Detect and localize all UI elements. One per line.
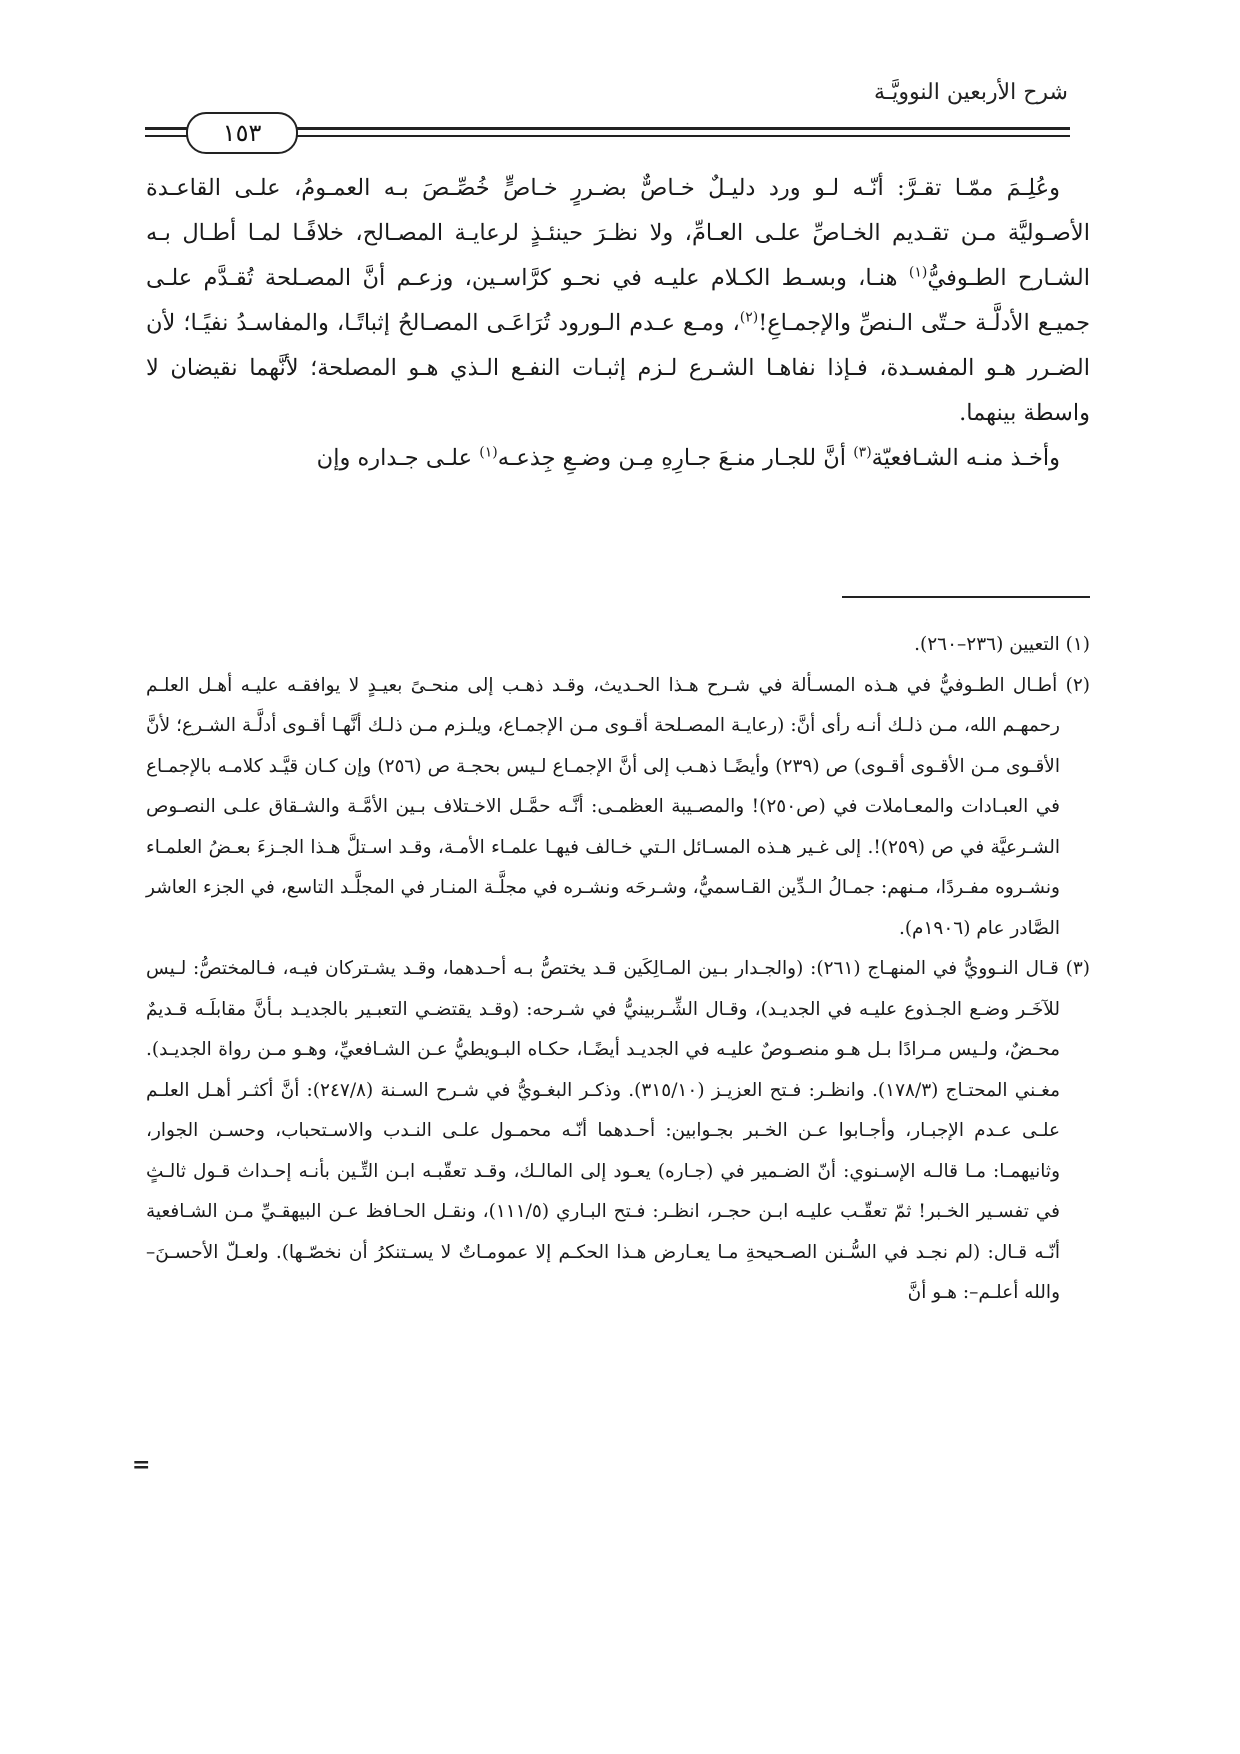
main-text: [146, 166, 1090, 481]
footnote-2: (٢) أطـال الطـوفيُّ في هـذه المسـألة في شـرح هـذا الحـديث، وقـد ذهـب إلى منحـىً بعيـدٍ لا يوافقـه عليـه أهـل العلـم رحمهـم الله، مـن ذلـك أنـه رأى أنَّ: (رعايـة المصـلحة أقـوى مـن الإجمـاع، ويلـزم مـن ذلـك أنَّهـا أقـوى أدلَّـة الشـرع؛ لأنَّ الأقـوى مـن الأقـوى أقـوى) ص (٢٣٩) وأيضًـا ذهـب إلى أنَّ الإجمـاع لـيس بحجـة ص (٢٥٦) وإن كـان قيَّـد كلامـه بالإجمـاع في العبـادات والمعـاملات في (ص٢٥٠)! والمصـيبة العظمـى: أنَّـه حمَّـل الاخـتلاف بـين الأمَّـة والشـقاق علـى النصـوص الشـرعيَّة في ص (٢٥٩)!. إلى غـير هـذه المسـائل الـتي خـالف فيهـا علمـاء الأمـة، وقـد اسـتلَّ هـذا الجـزءَ بعـضُ العلمـاء ونشـروه مفـردًا، مـنهم: جمـالُ الـدِّين القـاسميُّ، وشـرحَه ونشـره في مجلَّـة المنـار في المجلَّـد التاسع، في الجزء العاشر الصَّادر عام (١٩٠٦م).: [146, 674, 1090, 939]
paragraph-1-text-b: هنـا، وبسـط الكـلام عليـه في نحـو كرَّاسـين، وزعـم أنَّ المصـلحة تُقـدَّم علـى جميـع الأدلَّـة حـتّى الـنصِّ والإجمـاعِ!: [146, 265, 1090, 336]
paragraph-2-text-a: وأخـذ منـه الشـافعيّة: [871, 445, 1060, 471]
footnote-ref-1[interactable]: (١): [908, 264, 928, 281]
footnotes-section: [146, 625, 1090, 1314]
footnote-ref-1b[interactable]: (١): [479, 444, 498, 461]
page-number: ١٥٣: [186, 112, 298, 154]
footnote-ref-2[interactable]: (٢): [739, 309, 759, 326]
paragraph-2-text-b: أنَّ للجـار منـعَ جـارِهِ مِـن وضـعِ جِذعـه: [497, 445, 854, 471]
paragraph-2: [146, 436, 1090, 481]
footnote-ref-3[interactable]: (٣): [853, 444, 872, 461]
paragraph-2-text-c: علـى جـداره وإن: [316, 445, 480, 471]
footnote-1: (١) التعيين (٢٣٦–٢٦٠).: [914, 634, 1090, 655]
footnote-3: (٣) قـال النـوويُّ في المنهـاج (٢٦١): (والجـدار بـين المـالِكَين قـد يختصُّ بـه أحـدهما، وقـد يشـتركان فيـه، فـالمختصُّ: لـيس للآخَـر وضـع الجـذوع عليـه في الجديـد)، وقـال الشِّـربينيُّ في شـرحه: (وقـد يقتضـي التعبـير بالجديـد بـأنَّ مقابلَـه قـديمٌ محـضٌ، ولـيس مـرادًا بـل هـو منصـوصٌ عليـه في الجديـد أيضًـا، حكـاه البـويطيُّ عـن الشـافعيِّ، وهـو مـن رواة الجديـد). مغـني المحتـاج (١٧٨/٣). وانظـر: فـتح العزيـز (٣١٥/١٠). وذكـر البغـويُّ في شـرح السـنة (٢٤٧/٨): أنَّ أكثـر أهـل العلـم علـى عـدم الإجبـار، وأجـابوا عـن الخـبر بجـوابين: أحـدهما أنّـه محمـول علـى النـدب والاسـتحباب، وحسـن الجوار، وثانيهمـا: مـا قالـه الإسـنوي: أنّ الضـمير في (جـاره) يعـود إلى المالـك، وقـد تعقّبـه ابـن التِّـين بأنـه إحـداث قـول ثالـثٍ في تفسـير الخـبر! ثمّ تعقّـب عليـه ابـن حجـر، انظـر: فـتح البـاري (١١١/٥)، ونقـل الحـافظ عـن البيهقـيِّ مـن الشـافعية أنّـه قـال: (لم نجـد في السُّـنن الصـحيحةِ مـا يعـارض هـذا الحكـم إلا عمومـاتٌ لا يسـتنكرُ أن نخصّـها). ولعـلّ الأحسـنَ–والله أعلـم–: هـو أنَّ: [146, 958, 1090, 1303]
continuation-mark: =: [132, 1452, 151, 1478]
paragraph-1: [146, 166, 1090, 436]
paragraph-1-text-c: ، ومـع عـدم الـورود تُرَاعَـى المصـالحُ إثباتًـا، والمفاسـدُ نفيًـا؛ لأن الضـرر هـو المفسـدة، فـإذا نفاهـا الشـرع لـزم إثبـات النفـع الـذي هـو المصلحة؛ لأنَّهما نقيضان لا واسطة بينهما.: [146, 310, 1090, 426]
footnote-separator: [842, 596, 1090, 598]
paragraph-1-text-a: وعُلِـمَ ممّـا تقـرَّ: أنّـه لـو ورد دليـلٌ خـاصٌّ بضـررٍ خـاصٍّ خُصِّـصَ بـه العمـومُ، علـى القاعـدة الأصـوليَّة مـن تقـديم الخـاصِّ علـى العـامِّ، ولا نظـرَ حينئـذٍ لرعايـة المصـالح، خلافًـا لمـا أطـال بـه الشـارح الطـوفيُّ: [146, 175, 1090, 291]
running-title: شرح الأربعين النوويَّـة: [874, 80, 1068, 105]
